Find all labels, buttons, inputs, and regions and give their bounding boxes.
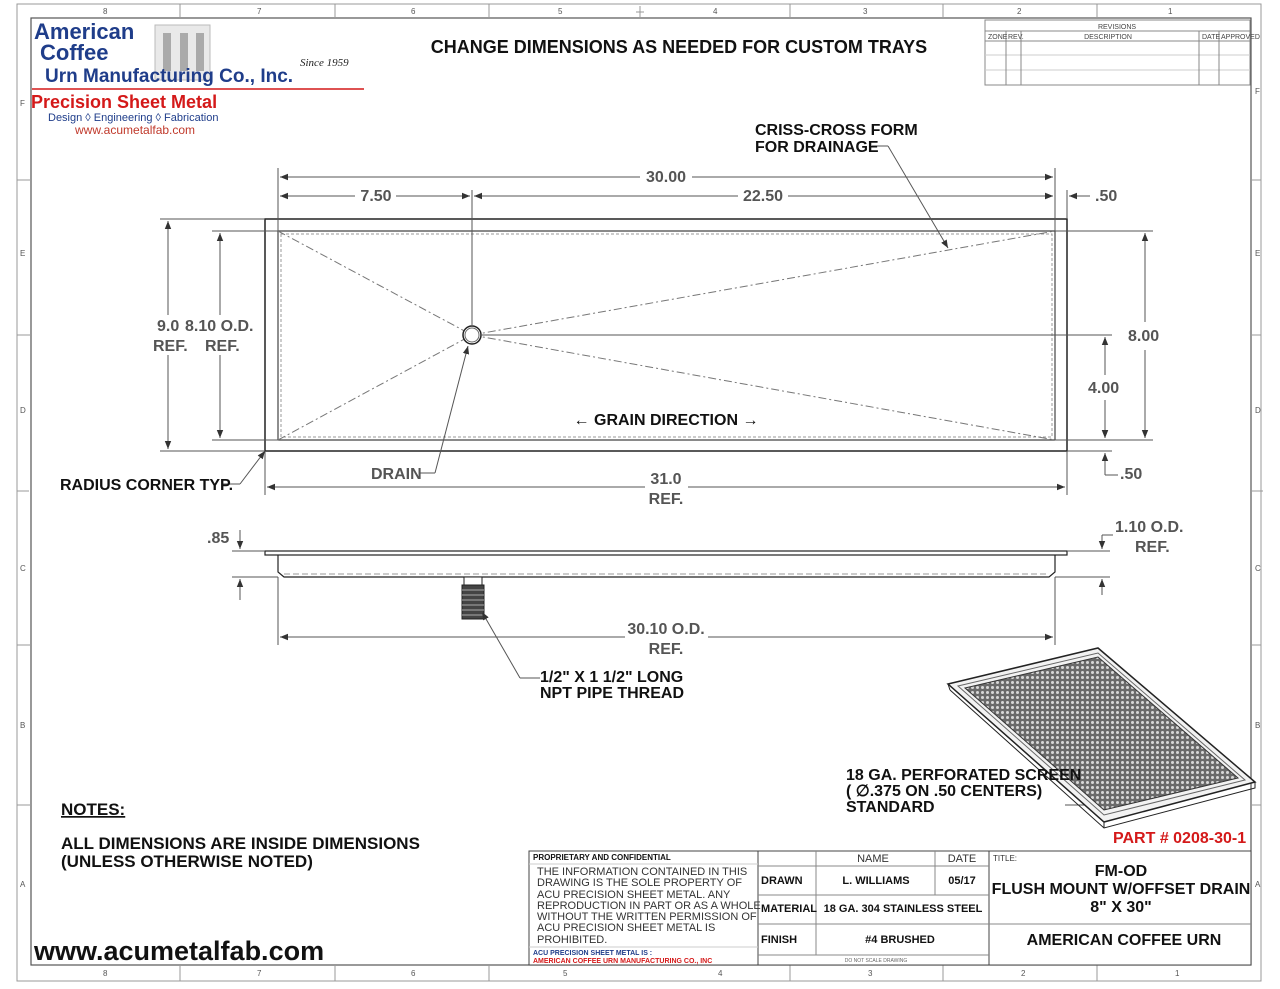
zone-top-4: 4 bbox=[713, 7, 718, 16]
zone-right-C: C bbox=[1255, 564, 1261, 573]
part-number: PART # 0208-30-1 bbox=[1113, 830, 1247, 847]
zone-right-B: B bbox=[1255, 721, 1261, 730]
revisions-title: REVISIONS bbox=[1097, 24, 1137, 31]
zone-right-A: A bbox=[1255, 880, 1261, 889]
zone-left-C: C bbox=[20, 564, 26, 573]
callout-crisscross-2: FOR DRAINAGE bbox=[755, 139, 879, 156]
callout-crisscross-1: CRISS-CROSS FORM bbox=[755, 122, 918, 139]
zone-top-3: 3 bbox=[863, 7, 868, 16]
notes-heading: NOTES: bbox=[61, 800, 126, 819]
proprietary-line-1: THE INFORMATION CONTAINED IN THIS bbox=[537, 866, 748, 878]
proprietary-line-5: WITHOUT THE WRITTEN PERMISSION OF bbox=[537, 911, 757, 923]
center-mark-top bbox=[636, 6, 644, 18]
side-view bbox=[265, 551, 1067, 619]
side-flange bbox=[265, 551, 1067, 555]
zone-right-F: F bbox=[1255, 87, 1260, 96]
proprietary-heading: PROPRIETARY AND CONFIDENTIAL bbox=[533, 853, 671, 862]
callout-drain: DRAIN bbox=[371, 466, 422, 483]
drain-fitting bbox=[464, 577, 482, 585]
dim-offset-left: 7.50 bbox=[360, 188, 392, 205]
zone-top-7: 7 bbox=[257, 7, 262, 16]
zone-top-1: 1 bbox=[1168, 7, 1173, 16]
tb-title-2: FLUSH MOUNT W/OFFSET DRAIN bbox=[991, 881, 1251, 898]
revisions-col-date: DATE bbox=[1202, 34, 1221, 41]
title-block bbox=[529, 851, 1251, 965]
zone-top-6: 6 bbox=[411, 7, 416, 16]
tb-drawn-date: 05/17 bbox=[948, 875, 976, 887]
tb-title-3: 8" X 30" bbox=[1090, 899, 1152, 916]
tb-material-value: 18 GA. 304 STAINLESS STEEL bbox=[823, 903, 983, 915]
callout-screen-1: 18 GA. PERFORATED SCREEN bbox=[846, 767, 1082, 784]
notes-line-2: (UNLESS OTHERWISE NOTED) bbox=[61, 852, 313, 871]
tb-name-header: NAME bbox=[857, 853, 889, 865]
acu-line-1: ACU PRECISION SHEET METAL IS : bbox=[533, 950, 653, 957]
dim-width-inside: 8.00 bbox=[1128, 328, 1160, 345]
dim-height-od: 1.10 O.D. bbox=[1115, 519, 1184, 536]
proprietary-line-3: ACU PRECISION SHEET METAL. ANY bbox=[537, 889, 731, 901]
dim-depth: .85 bbox=[207, 530, 230, 547]
side-view-dimension-lines bbox=[232, 530, 1113, 805]
tb-material-label: MATERIAL bbox=[761, 903, 818, 915]
logo-services: Design ◊ Engineering ◊ Fabrication bbox=[48, 112, 219, 124]
drain-hole bbox=[463, 326, 481, 344]
dim-length-ref-suffix: REF. bbox=[648, 491, 684, 508]
dim-drain-center: 4.00 bbox=[1088, 380, 1120, 397]
dim-offset-right: 22.50 bbox=[742, 188, 784, 205]
tb-finish-value: #4 BRUSHED bbox=[865, 934, 935, 946]
zone-left-D: D bbox=[20, 406, 26, 415]
dim-length-od: 30.10 O.D. bbox=[627, 621, 705, 638]
dim-flange-top: .50 bbox=[1095, 188, 1118, 205]
revisions-col-approved: APPROVED bbox=[1221, 34, 1260, 41]
tb-title-1: FM-OD bbox=[1094, 863, 1148, 880]
zone-bottom-2: 2 bbox=[1021, 969, 1026, 978]
zone-right-E: E bbox=[1255, 249, 1261, 258]
header-note: CHANGE DIMENSIONS AS NEEDED FOR CUSTOM TRAYS bbox=[430, 37, 928, 57]
zone-bottom-3: 3 bbox=[868, 969, 873, 978]
dim-width-ref: 9.0 bbox=[157, 318, 180, 335]
logo-division: Precision Sheet Metal bbox=[31, 92, 218, 112]
tb-drawn-name: L. WILLIAMS bbox=[842, 875, 910, 887]
acu-line-2: AMERICAN COFFEE URN MANUFACTURING CO., INC bbox=[533, 958, 713, 965]
zone-bottom-8: 8 bbox=[103, 969, 108, 978]
zone-bottom-5: 5 bbox=[563, 969, 568, 978]
revisions-col-description: DESCRIPTION bbox=[1084, 34, 1132, 41]
proprietary-line-7: PROHIBITED. bbox=[537, 934, 608, 946]
tb-no-scale: DO NOT SCALE DRAWING bbox=[844, 958, 908, 964]
callout-grain-direction: ← GRAIN DIRECTION → bbox=[573, 412, 759, 429]
zone-left-A: A bbox=[20, 880, 26, 889]
dim-width-ref-suffix: REF. bbox=[153, 338, 188, 355]
logo-line-1: American bbox=[34, 19, 135, 44]
dim-length-od-suffix: REF. bbox=[648, 641, 684, 658]
tb-title-label: TITLE: bbox=[993, 854, 1018, 863]
revisions-col-rev: REV. bbox=[1008, 34, 1024, 41]
dim-width-od-suffix: REF. bbox=[205, 338, 240, 355]
notes-line-1: ALL DIMENSIONS ARE INSIDE DIMENSIONS bbox=[61, 834, 420, 853]
logo-url: www.acumetalfab.com bbox=[75, 123, 196, 137]
callout-radius-corner: RADIUS CORNER TYP. bbox=[60, 477, 234, 494]
callout-pipe-2: NPT PIPE THREAD bbox=[540, 685, 685, 702]
top-view-dimension-lines bbox=[160, 146, 1153, 495]
tb-company: AMERICAN COFFEE URN bbox=[1026, 932, 1222, 949]
logo-line-3: Urn Manufacturing Co., Inc. bbox=[45, 66, 294, 87]
dim-overall-inside: 30.00 bbox=[645, 169, 687, 186]
callout-pipe-1: 1/2" X 1 1/2" LONG bbox=[540, 669, 684, 686]
proprietary-line-6: ACU PRECISION SHEET METAL IS bbox=[537, 922, 716, 934]
zone-left-F: F bbox=[20, 99, 25, 108]
dim-flange-bottom: .50 bbox=[1120, 466, 1143, 483]
zone-top-8: 8 bbox=[103, 7, 108, 16]
footer-url: www.acumetalfab.com bbox=[34, 936, 325, 966]
zone-bottom-6: 6 bbox=[411, 969, 416, 978]
callout-screen-2: ( ∅.375 ON .50 CENTERS) bbox=[846, 783, 1043, 800]
isometric-view bbox=[948, 648, 1255, 828]
zone-bottom-7: 7 bbox=[257, 969, 262, 978]
tb-date-header: DATE bbox=[947, 853, 977, 865]
zone-top-2: 2 bbox=[1017, 7, 1022, 16]
zone-top-5: 5 bbox=[558, 7, 563, 16]
revisions-block bbox=[985, 20, 1260, 85]
logo-line-2: Coffee bbox=[40, 40, 109, 65]
proprietary-line-4: REPRODUCTION IN PART OR AS A WHOLE bbox=[537, 900, 761, 912]
zone-right-D: D bbox=[1255, 406, 1261, 415]
dim-height-od-suffix: REF. bbox=[1135, 539, 1170, 556]
proprietary-line-2: DRAWING IS THE SOLE PROPERTY OF bbox=[537, 877, 742, 889]
zone-bottom-1: 1 bbox=[1175, 969, 1180, 978]
tb-finish-label: FINISH bbox=[761, 934, 798, 946]
logo-since: Since 1959 bbox=[300, 57, 349, 69]
zone-left-E: E bbox=[20, 249, 26, 258]
company-logo bbox=[31, 19, 364, 137]
zone-bottom-4: 4 bbox=[718, 969, 723, 978]
dim-length-ref: 31.0 bbox=[650, 471, 682, 488]
dim-width-od: 8.10 O.D. bbox=[185, 318, 254, 335]
callout-screen-3: STANDARD bbox=[846, 799, 935, 816]
zone-left-B: B bbox=[20, 721, 26, 730]
tb-drawn-label: DRAWN bbox=[761, 875, 803, 887]
revisions-col-zone: ZONE bbox=[988, 34, 1008, 41]
